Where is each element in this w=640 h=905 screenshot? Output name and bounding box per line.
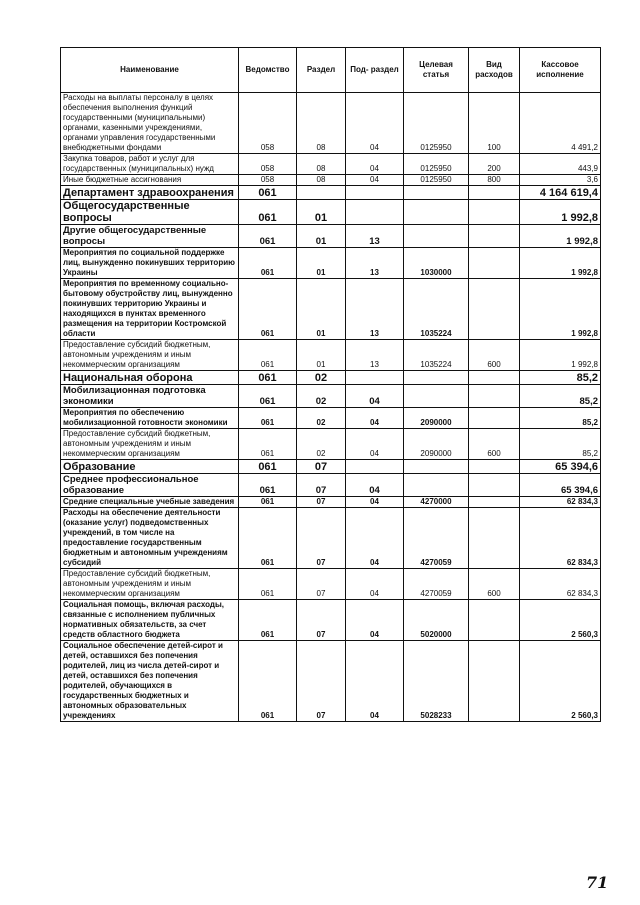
cell-celevaya-statya: 0125950: [404, 175, 469, 186]
cell-celevaya-statya: 4270059: [404, 569, 469, 600]
cell-razdel: 02: [297, 408, 346, 429]
cell-vedomstvo: 061: [239, 225, 297, 248]
cell-celevaya-statya: 2090000: [404, 408, 469, 429]
cell-celevaya-statya: [404, 474, 469, 497]
cell-vedomstvo: 058: [239, 93, 297, 154]
cell-podrazdel: 04: [346, 600, 404, 641]
cell-vedomstvo: 061: [239, 474, 297, 497]
cell-vid-rashodov: [469, 186, 520, 200]
cell-celevaya-statya: 1030000: [404, 248, 469, 279]
cell-vid-rashodov: [469, 600, 520, 641]
cell-vedomstvo: 061: [239, 340, 297, 371]
cell-kassovoe-ispolnenie: 1 992,8: [520, 340, 601, 371]
cell-vid-rashodov: 600: [469, 340, 520, 371]
cell-podrazdel: [346, 371, 404, 385]
cell-name: Социальное обеспечение детей-сирот и детей, оставшихся без попечения родителей, лиц из числа детей-сирот и детей, оставшихся без попечения родителей, обучающихся в государственных бюджетных и автономных образовательных учреждениях: [61, 641, 239, 722]
cell-podrazdel: [346, 460, 404, 474]
cell-kassovoe-ispolnenie: 4 491,2: [520, 93, 601, 154]
header-celevaya-statya: Целевая статья: [404, 48, 469, 93]
cell-kassovoe-ispolnenie: 62 834,3: [520, 508, 601, 569]
cell-podrazdel: 04: [346, 408, 404, 429]
cell-kassovoe-ispolnenie: 1 992,8: [520, 279, 601, 340]
table-row: [61, 508, 601, 569]
table-row: [61, 429, 601, 460]
cell-razdel: 07: [297, 641, 346, 722]
cell-razdel: 01: [297, 248, 346, 279]
cell-celevaya-statya: 4270059: [404, 508, 469, 569]
cell-kassovoe-ispolnenie: 62 834,3: [520, 569, 601, 600]
cell-podrazdel: 04: [346, 641, 404, 722]
table-row: [61, 279, 601, 340]
cell-kassovoe-ispolnenie: 1 992,8: [520, 225, 601, 248]
page-number: 71: [586, 873, 609, 892]
table-row: [61, 93, 601, 154]
header-name: Наименование: [61, 48, 239, 93]
cell-razdel: 02: [297, 371, 346, 385]
cell-name: Предоставление субсидий бюджетным, автономным учреждениям и иным некоммерческим организациям: [61, 569, 239, 600]
cell-name: Средние специальные учебные заведения: [61, 497, 239, 508]
table-row: [61, 175, 601, 186]
cell-vid-rashodov: [469, 641, 520, 722]
cell-celevaya-statya: [404, 371, 469, 385]
cell-podrazdel: 13: [346, 340, 404, 371]
cell-name: Мобилизационная подготовка экономики: [61, 385, 239, 408]
cell-podrazdel: [346, 200, 404, 225]
cell-vid-rashodov: [469, 225, 520, 248]
cell-name: Мероприятия по временному социально-бытовому обустройству лиц, вынужденно покинувших территорию Украины и находящихся в пунктах временного размещения на территории Костромской области: [61, 279, 239, 340]
cell-vid-rashodov: [469, 248, 520, 279]
cell-vid-rashodov: 600: [469, 429, 520, 460]
cell-podrazdel: 04: [346, 569, 404, 600]
cell-vedomstvo: 061: [239, 460, 297, 474]
cell-vedomstvo: 061: [239, 497, 297, 508]
cell-vedomstvo: 061: [239, 200, 297, 225]
cell-vedomstvo: 061: [239, 641, 297, 722]
table-header-row: [61, 48, 601, 93]
cell-vid-rashodov: 200: [469, 154, 520, 175]
cell-podrazdel: 04: [346, 154, 404, 175]
cell-vid-rashodov: 600: [469, 569, 520, 600]
table-row: [61, 385, 601, 408]
cell-podrazdel: [346, 186, 404, 200]
cell-celevaya-statya: 1035224: [404, 340, 469, 371]
cell-vedomstvo: 058: [239, 154, 297, 175]
cell-vid-rashodov: [469, 279, 520, 340]
header-vid-rashodov: Вид расходов: [469, 48, 520, 93]
cell-kassovoe-ispolnenie: 4 164 619,4: [520, 186, 601, 200]
table-row: [61, 200, 601, 225]
cell-celevaya-statya: 5028233: [404, 641, 469, 722]
table-row: [61, 186, 601, 200]
cell-razdel: 01: [297, 225, 346, 248]
cell-podrazdel: 04: [346, 429, 404, 460]
cell-vedomstvo: 061: [239, 429, 297, 460]
cell-celevaya-statya: 0125950: [404, 154, 469, 175]
cell-podrazdel: 13: [346, 225, 404, 248]
cell-name: Среднее профессиональное образование: [61, 474, 239, 497]
cell-vid-rashodov: 800: [469, 175, 520, 186]
cell-kassovoe-ispolnenie: 62 834,3: [520, 497, 601, 508]
cell-vid-rashodov: 100: [469, 93, 520, 154]
cell-podrazdel: 13: [346, 248, 404, 279]
table-row: [61, 641, 601, 722]
cell-vid-rashodov: [469, 474, 520, 497]
cell-name: Расходы на обеспечение деятельности (оказание услуг) подведомственных учреждений, в том числе на предоставление государственным бюджетным и автономным учреждениям субсидий: [61, 508, 239, 569]
cell-celevaya-statya: 0125950: [404, 93, 469, 154]
cell-celevaya-statya: 2090000: [404, 429, 469, 460]
cell-vedomstvo: 061: [239, 508, 297, 569]
cell-name: Образование: [61, 460, 239, 474]
cell-celevaya-statya: 4270000: [404, 497, 469, 508]
cell-kassovoe-ispolnenie: 2 560,3: [520, 641, 601, 722]
cell-razdel: 07: [297, 497, 346, 508]
table-row: [61, 600, 601, 641]
budget-table: [60, 47, 601, 722]
cell-razdel: [297, 186, 346, 200]
table-row: [61, 371, 601, 385]
cell-kassovoe-ispolnenie: 65 394,6: [520, 474, 601, 497]
cell-vid-rashodov: [469, 508, 520, 569]
cell-name: Закупка товаров, работ и услуг для государственных (муниципальных) нужд: [61, 154, 239, 175]
cell-kassovoe-ispolnenie: 85,2: [520, 408, 601, 429]
cell-vid-rashodov: [469, 408, 520, 429]
cell-celevaya-statya: [404, 385, 469, 408]
cell-vedomstvo: 061: [239, 569, 297, 600]
cell-name: Департамент здравоохранения: [61, 186, 239, 200]
cell-celevaya-statya: [404, 225, 469, 248]
table-row: [61, 225, 601, 248]
table-row: [61, 248, 601, 279]
cell-razdel: 07: [297, 600, 346, 641]
cell-kassovoe-ispolnenie: 85,2: [520, 385, 601, 408]
cell-razdel: 07: [297, 508, 346, 569]
cell-vedomstvo: 061: [239, 279, 297, 340]
header-razdel: Раздел: [297, 48, 346, 93]
cell-vid-rashodov: [469, 200, 520, 225]
cell-celevaya-statya: 1035224: [404, 279, 469, 340]
cell-razdel: 01: [297, 200, 346, 225]
cell-podrazdel: 13: [346, 279, 404, 340]
cell-kassovoe-ispolnenie: 443,9: [520, 154, 601, 175]
cell-celevaya-statya: 5020000: [404, 600, 469, 641]
table-row: [61, 569, 601, 600]
cell-vedomstvo: 058: [239, 175, 297, 186]
header-podrazdel: Под- раздел: [346, 48, 404, 93]
cell-podrazdel: 04: [346, 497, 404, 508]
cell-razdel: 02: [297, 385, 346, 408]
cell-vedomstvo: 061: [239, 186, 297, 200]
cell-vedomstvo: 061: [239, 371, 297, 385]
cell-podrazdel: 04: [346, 93, 404, 154]
cell-podrazdel: 04: [346, 385, 404, 408]
cell-razdel: 08: [297, 93, 346, 154]
cell-podrazdel: 04: [346, 508, 404, 569]
cell-name: Национальная оборона: [61, 371, 239, 385]
cell-name: Мероприятия по социальной поддержке лиц, вынужденно покинувших территорию Украины: [61, 248, 239, 279]
cell-podrazdel: 04: [346, 474, 404, 497]
cell-razdel: 07: [297, 569, 346, 600]
header-kassovoe-ispolnenie: Кассовое исполнение: [520, 48, 601, 93]
cell-kassovoe-ispolnenie: 1 992,8: [520, 248, 601, 279]
cell-razdel: 07: [297, 460, 346, 474]
header-vedomstvo: Ведомство: [239, 48, 297, 93]
table-row: [61, 460, 601, 474]
cell-kassovoe-ispolnenie: 85,2: [520, 429, 601, 460]
cell-razdel: 01: [297, 279, 346, 340]
cell-razdel: 07: [297, 474, 346, 497]
cell-razdel: 01: [297, 340, 346, 371]
cell-razdel: 08: [297, 154, 346, 175]
cell-name: Иные бюджетные ассигнования: [61, 175, 239, 186]
cell-celevaya-statya: [404, 460, 469, 474]
cell-kassovoe-ispolnenie: 85,2: [520, 371, 601, 385]
cell-vid-rashodov: [469, 385, 520, 408]
cell-name: Другие общегосударственные вопросы: [61, 225, 239, 248]
table-row: [61, 474, 601, 497]
cell-name: Мероприятия по обеспечению мобилизационной готовности экономики: [61, 408, 239, 429]
cell-name: Предоставление субсидий бюджетным, автономным учреждениям и иным некоммерческим организациям: [61, 429, 239, 460]
table-row: [61, 340, 601, 371]
table-row: [61, 497, 601, 508]
cell-kassovoe-ispolnenie: 2 560,3: [520, 600, 601, 641]
cell-razdel: 08: [297, 175, 346, 186]
table-row: [61, 154, 601, 175]
cell-vedomstvo: 061: [239, 600, 297, 641]
cell-vid-rashodov: [469, 497, 520, 508]
table-body: [61, 93, 601, 722]
cell-name: Социальная помощь, включая расходы, связанные с исполнением публичных нормативных обязательств, за счет средств областного бюджета: [61, 600, 239, 641]
cell-kassovoe-ispolnenie: 3,6: [520, 175, 601, 186]
cell-vid-rashodov: [469, 371, 520, 385]
table-row: [61, 408, 601, 429]
cell-vedomstvo: 061: [239, 385, 297, 408]
cell-name: Расходы на выплаты персоналу в целях обеспечения выполнения функций государственными (муниципальными) органами, казенными учреждениями, органами управления государственными внебюджетными фондами: [61, 93, 239, 154]
cell-name: Общегосударственные вопросы: [61, 200, 239, 225]
cell-vedomstvo: 061: [239, 248, 297, 279]
cell-kassovoe-ispolnenie: 65 394,6: [520, 460, 601, 474]
cell-celevaya-statya: [404, 186, 469, 200]
cell-vedomstvo: 061: [239, 408, 297, 429]
cell-name: Предоставление субсидий бюджетным, автономным учреждениям и иным некоммерческим организациям: [61, 340, 239, 371]
cell-razdel: 02: [297, 429, 346, 460]
cell-podrazdel: 04: [346, 175, 404, 186]
cell-celevaya-statya: [404, 200, 469, 225]
cell-kassovoe-ispolnenie: 1 992,8: [520, 200, 601, 225]
cell-vid-rashodov: [469, 460, 520, 474]
